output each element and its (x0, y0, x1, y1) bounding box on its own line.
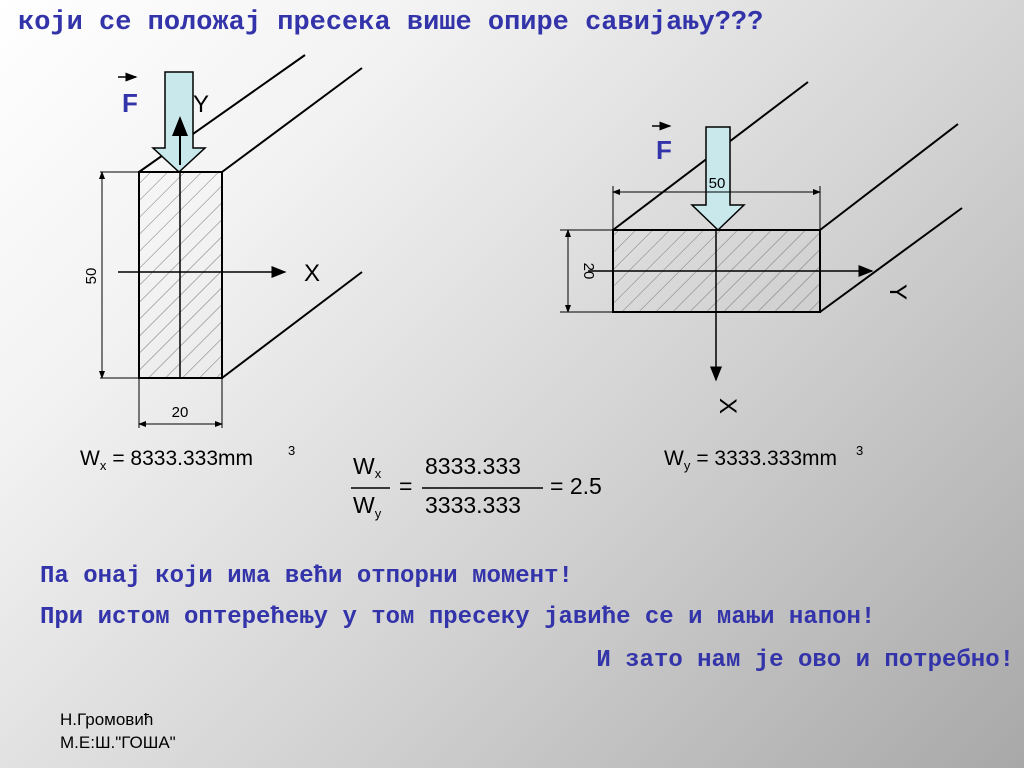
right-force-label: F (656, 135, 672, 165)
left-dim-height: 50 (83, 267, 100, 285)
author-credits (60, 708, 176, 754)
author-name: Н.Громовић (60, 710, 154, 729)
svg-text:3: 3 (288, 443, 296, 458)
left-axis-y-label: Y (193, 91, 210, 118)
school-name: М.Е:Ш."ГОША" (60, 733, 176, 752)
left-beam (83, 55, 362, 428)
conclusion-line-2: При истом оптерећењу у том пресеку јавиће се и мањи напон! (40, 604, 876, 631)
ratio-formula (351, 453, 602, 521)
left-force-label: F (122, 88, 138, 118)
svg-text:3: 3 (856, 443, 864, 458)
svg-text:3333.333: 3333.333 (425, 492, 521, 518)
conclusion-line-1: Па онај који има већи отпорни момент! (40, 563, 573, 590)
svg-text:Wx= 8333.333mm: $W_x = 8333.333mm$ (80, 447, 254, 473)
right-beam (560, 82, 962, 414)
right-dim-width: 50 (708, 175, 726, 192)
formula-wx (80, 443, 295, 473)
right-axis-y-label: Y (884, 283, 911, 301)
left-dim-width: 20 (171, 404, 189, 421)
svg-text:Wx: Wx (353, 453, 382, 481)
right-axis-x-label: X (714, 397, 741, 415)
svg-text:Wy= 3333.333mm: $W_y = 3333.333mm$ (664, 447, 838, 473)
right-dim-height: 20 (580, 262, 597, 280)
slide-title: који се положај пресека више опире савијању??? (18, 8, 764, 38)
svg-text:= 2.5: = 2.5 (550, 473, 602, 499)
conclusion-line-3: И зато нам је ово и потребно! (596, 647, 1014, 674)
formula-wy (664, 443, 863, 473)
svg-text:Wy: $W_y$ (353, 492, 382, 521)
svg-text:=: = (399, 473, 413, 499)
left-axis-x-label: X (304, 260, 321, 287)
svg-text:8333.333: 8333.333 (425, 453, 521, 479)
